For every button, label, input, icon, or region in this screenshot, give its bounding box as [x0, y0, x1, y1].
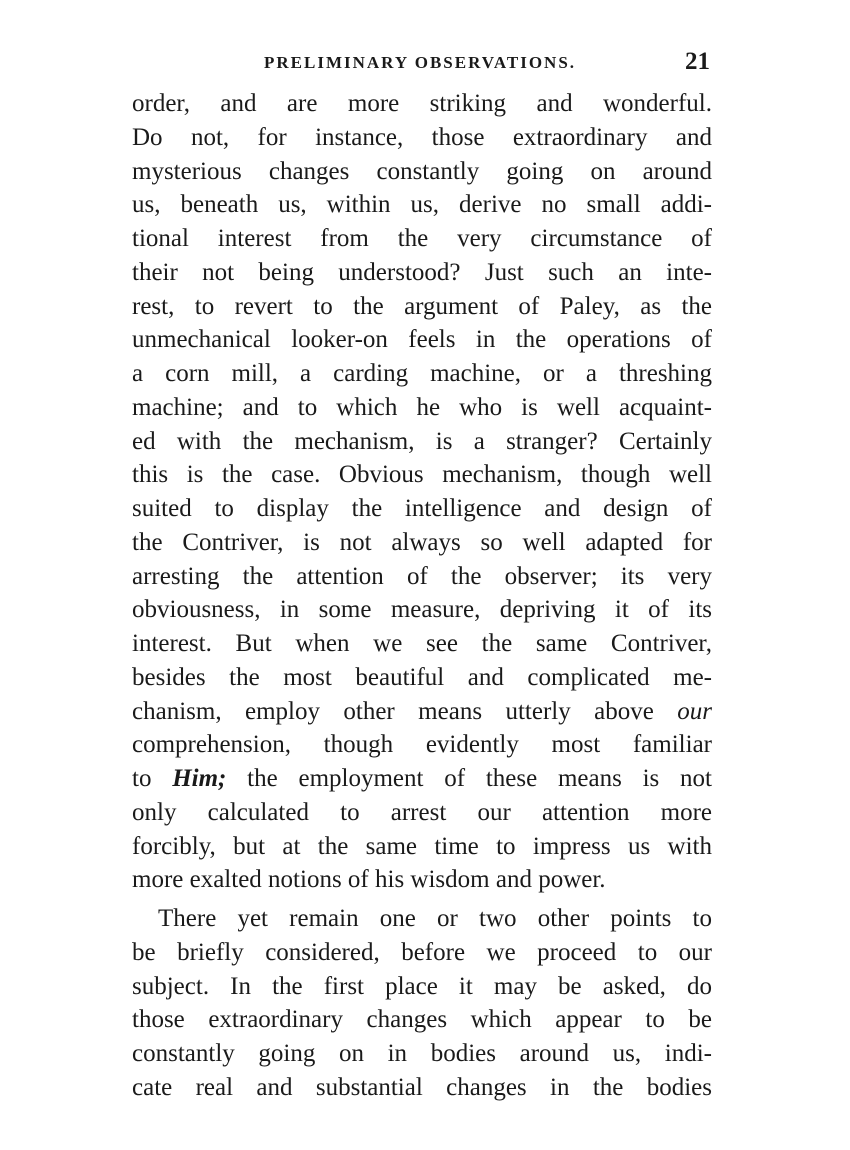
italic-word: our [677, 697, 712, 725]
text-line: subject. In the first place it may be asked, do [132, 972, 712, 1000]
text-line: machine; and to which he who is well acquaint- [132, 393, 712, 421]
paragraph-1 [132, 87, 712, 897]
text-line: Do not, for instance, those extraordinary and [132, 123, 712, 151]
text-line: arresting the attention of the observer; its very [132, 562, 712, 590]
text-line: be briefly considered, before we proceed to our [132, 938, 712, 966]
page-number: 21 [685, 48, 710, 75]
text-line: the Contriver, is not always so well adapted for [132, 528, 712, 556]
text-line [132, 695, 712, 729]
text-line: obviousness, in some measure, depriving it of its [132, 596, 712, 624]
text-line: There yet remain one or two other points to [158, 905, 712, 932]
text-line [132, 762, 712, 796]
text-line: more exalted notions of his wisdom and power. [132, 866, 606, 894]
text-line: comprehension, though evidently most familiar [132, 731, 712, 759]
text-line: this is the case. Obvious mechanism, though well [132, 461, 712, 489]
text-line: those extraordinary changes which appear to be [132, 1006, 712, 1034]
text-segment: the employment of these means is not [226, 765, 712, 792]
text-line: unmechanical looker-on feels in the operations of [132, 326, 712, 354]
text-line: their not being understood? Just such an inte- [132, 258, 712, 286]
running-title: PRELIMINARY OBSERVATIONS. [264, 53, 577, 72]
text-line: ed with the mechanism, is a stranger? Certainly [132, 427, 712, 455]
text-line: interest. But when we see the same Contriver, [132, 630, 712, 657]
text-line: cate real and substantial changes in the bodies [132, 1073, 712, 1101]
text-line: tional interest from the very circumstance of [132, 225, 712, 252]
text-line: only calculated to arrest our attention more [132, 798, 712, 826]
text-segment: chanism, employ other means utterly above [132, 697, 678, 725]
running-head [132, 50, 712, 76]
text-segment: to [132, 765, 173, 792]
text-line: forcibly, but at the same time to impress us with [132, 832, 712, 860]
body-text [132, 87, 712, 1105]
text-line: mysterious changes constantly going on around [132, 157, 712, 185]
text-line: rest, to revert to the argument of Paley, as the [132, 292, 712, 320]
text-line: a corn mill, a carding machine, or a threshing [132, 360, 712, 387]
emphasized-word: Him; [172, 765, 227, 792]
text-line: constantly going on in bodies around us, indi- [132, 1040, 712, 1067]
text-line: suited to display the intelligence and design of [132, 495, 712, 522]
text-line: us, beneath us, within us, derive no small addi- [132, 191, 712, 219]
paragraph-2 [132, 902, 712, 1105]
text-line: besides the most beautiful and complicated me- [132, 663, 712, 691]
text-line: order, and are more striking and wonderful. [132, 90, 712, 117]
